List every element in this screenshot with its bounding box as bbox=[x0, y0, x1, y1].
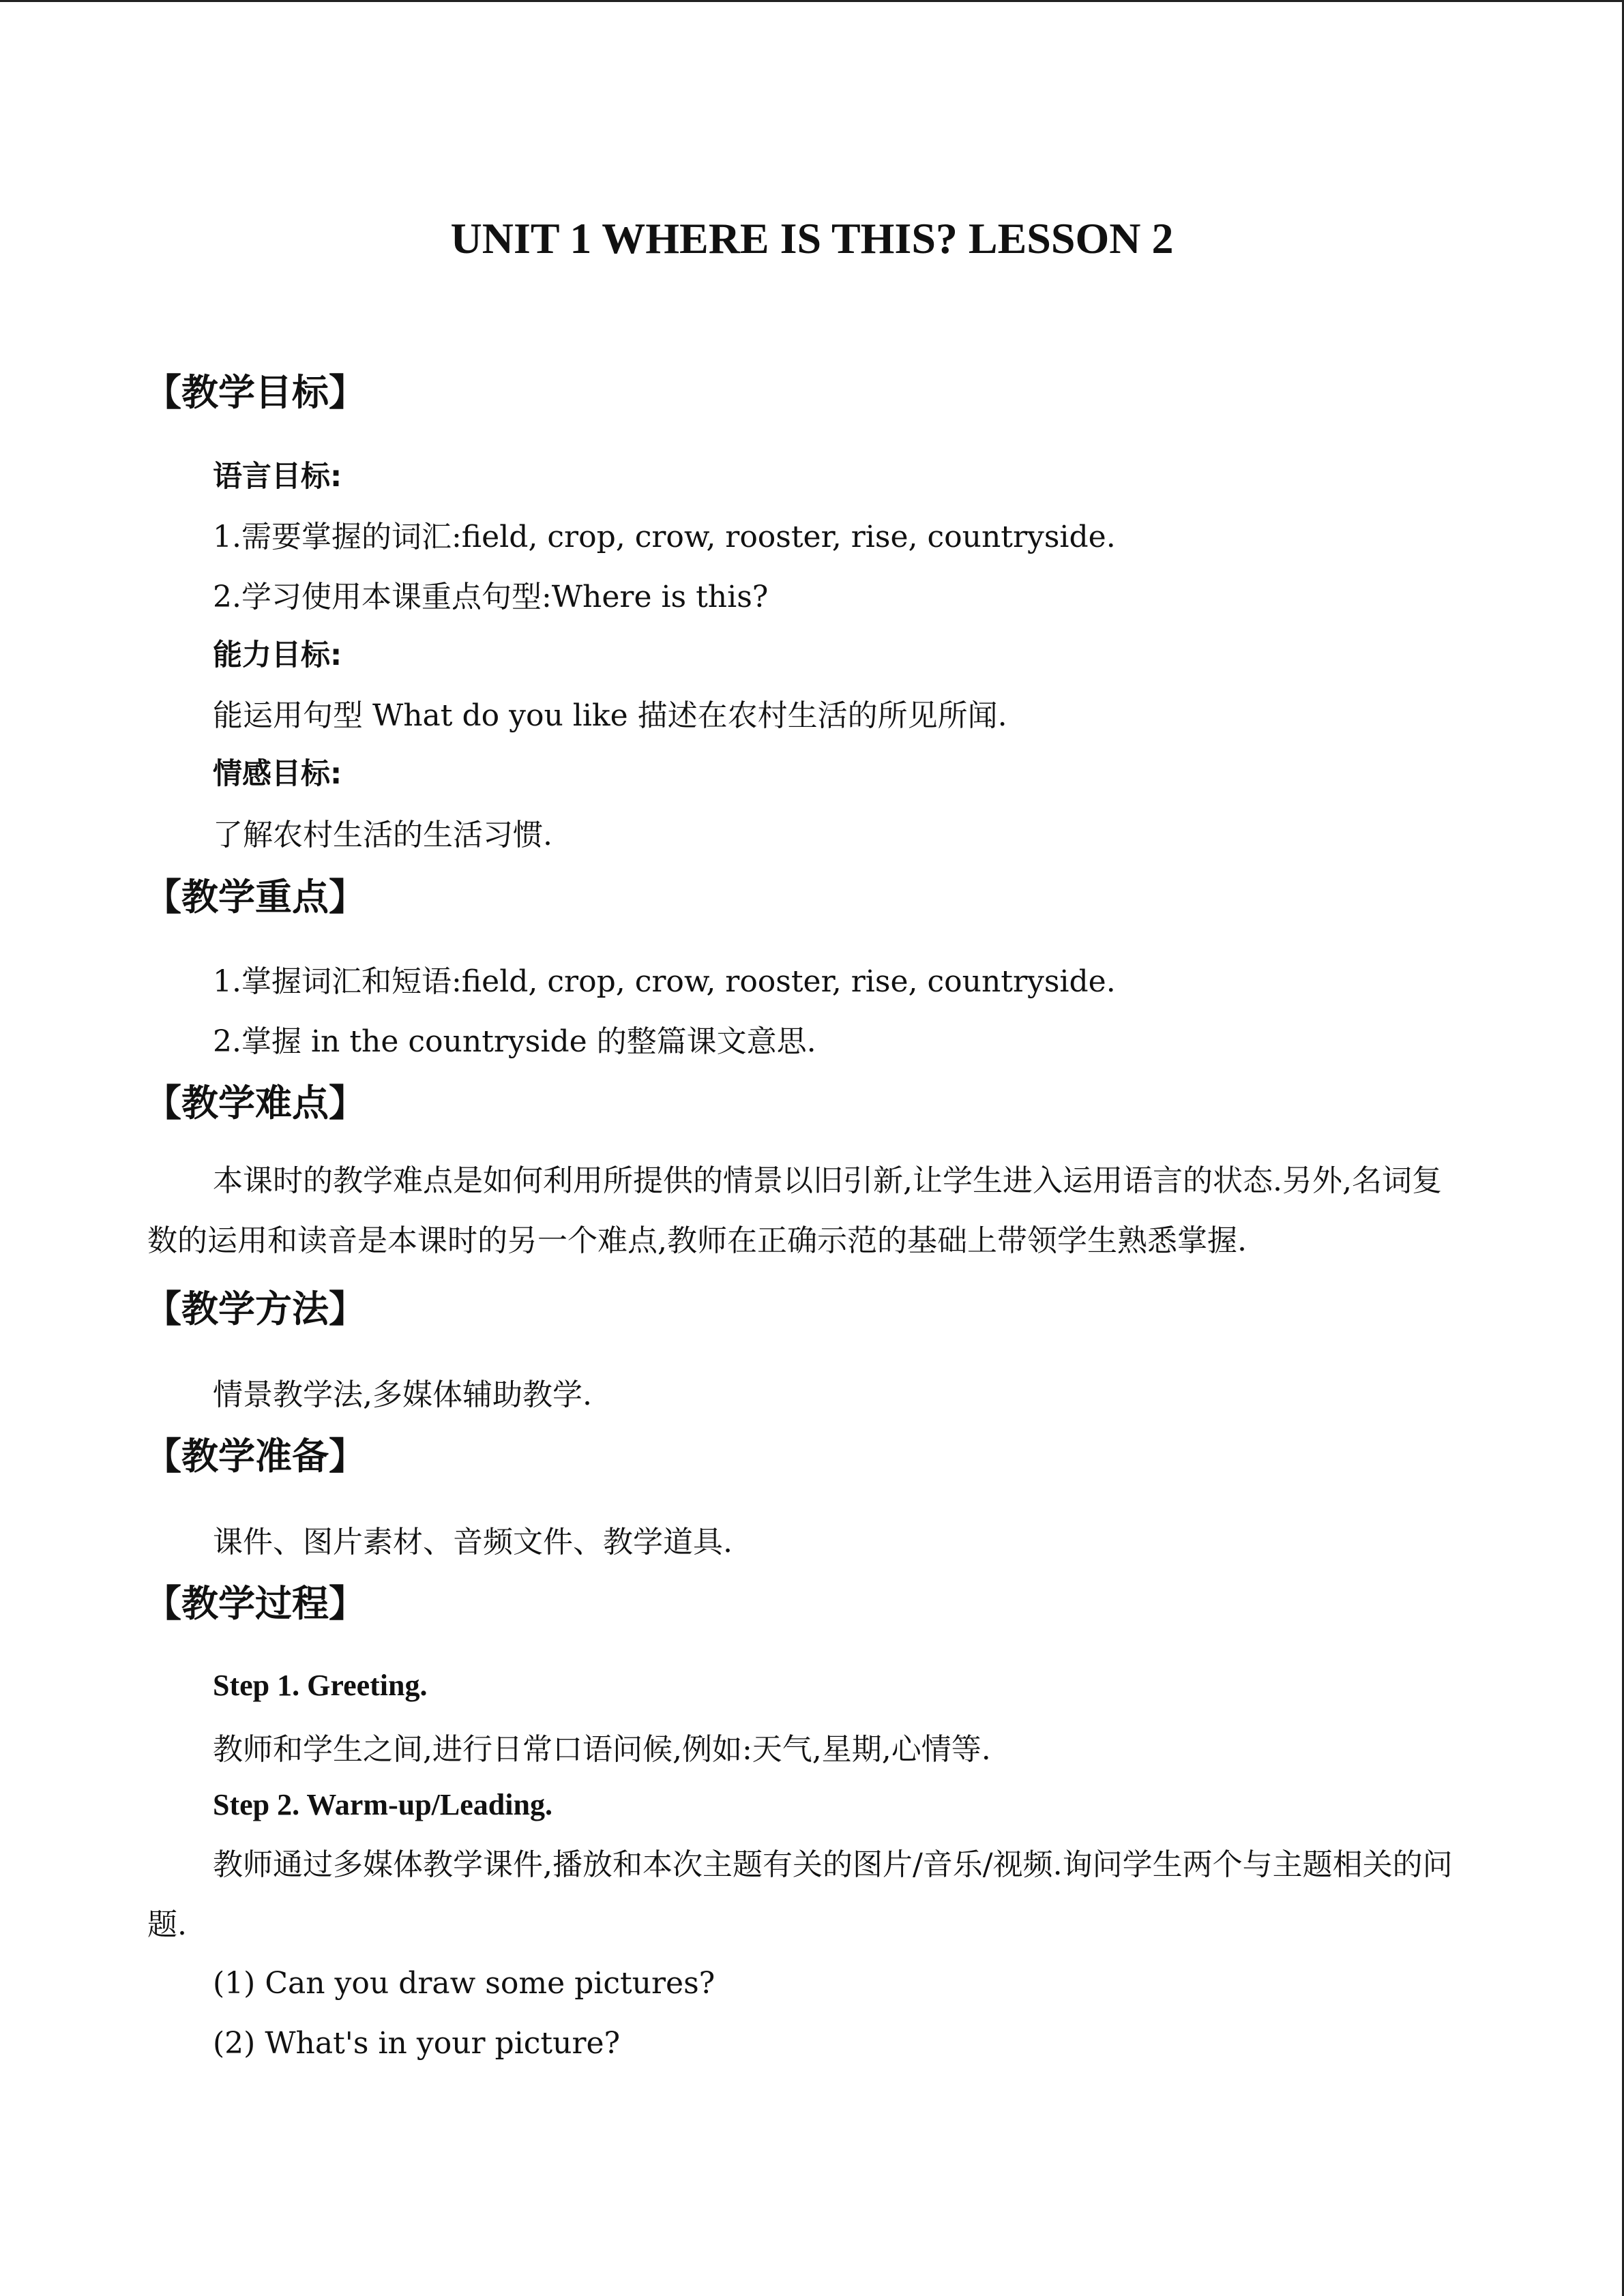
preparation-heading: 【教学准备】 bbox=[145, 1435, 366, 1478]
key-points-heading: 【教学重点】 bbox=[145, 876, 366, 919]
methods-text: 情景教学法,多媒体辅助教学. bbox=[213, 1377, 592, 1412]
document-title: UNIT 1 WHERE IS THIS? LESSON 2 bbox=[450, 214, 1174, 263]
emotion-objective-label: 情感目标: bbox=[213, 757, 342, 791]
preparation-text: 课件、图片素材、音频文件、教学道具. bbox=[213, 1525, 733, 1560]
step2-title: Step 2. Warm-up/Leading. bbox=[213, 1788, 552, 1821]
key-point-item: 1.掌握词汇和短语:field, crop, crow, rooster, rise, countryside. bbox=[213, 964, 1116, 999]
emotion-objective-text: 了解农村生活的生活习惯. bbox=[213, 818, 552, 852]
key-point-item: 2.掌握 in the countryside 的整篇课文意思. bbox=[213, 1024, 816, 1059]
objectives-heading: 【教学目标】 bbox=[145, 371, 366, 414]
language-objective-item: 2.学习使用本课重点句型:Where is this? bbox=[213, 580, 769, 614]
step1-text: 教师和学生之间,进行日常口语问候,例如:天气,星期,心情等. bbox=[213, 1732, 991, 1767]
difficulties-text: 本课时的教学难点是如何利用所提供的情景以旧引新,让学生进入运用语言的状态.另外,名词复数的运用和读音是本课时的另一个难点,教师在正确示范的基础上带领学生熟悉掌握. bbox=[147, 1163, 1442, 1258]
methods-heading: 【教学方法】 bbox=[145, 1287, 366, 1330]
step2-text: 教师通过多媒体教学课件,播放和本次主题有关的图片/音乐/视频.询问学生两个与主题相关的问题. bbox=[147, 1847, 1453, 1942]
difficulties-heading: 【教学难点】 bbox=[145, 1082, 366, 1124]
ability-objective-label: 能力目标: bbox=[213, 638, 342, 672]
language-objective-label: 语言目标: bbox=[213, 460, 342, 494]
process-heading: 【教学过程】 bbox=[145, 1582, 366, 1625]
question-item: (1) Can you draw some pictures? bbox=[213, 1966, 715, 2001]
step1-title: Step 1. Greeting. bbox=[213, 1669, 428, 1702]
question-item: (2) What's in your picture? bbox=[213, 2026, 621, 2061]
ability-objective-text: 能运用句型 What do you like 描述在农村生活的所见所闻. bbox=[213, 698, 1007, 733]
language-objective-item: 1.需要掌握的词汇:field, crop, crow, rooster, rise, countryside. bbox=[213, 520, 1116, 554]
